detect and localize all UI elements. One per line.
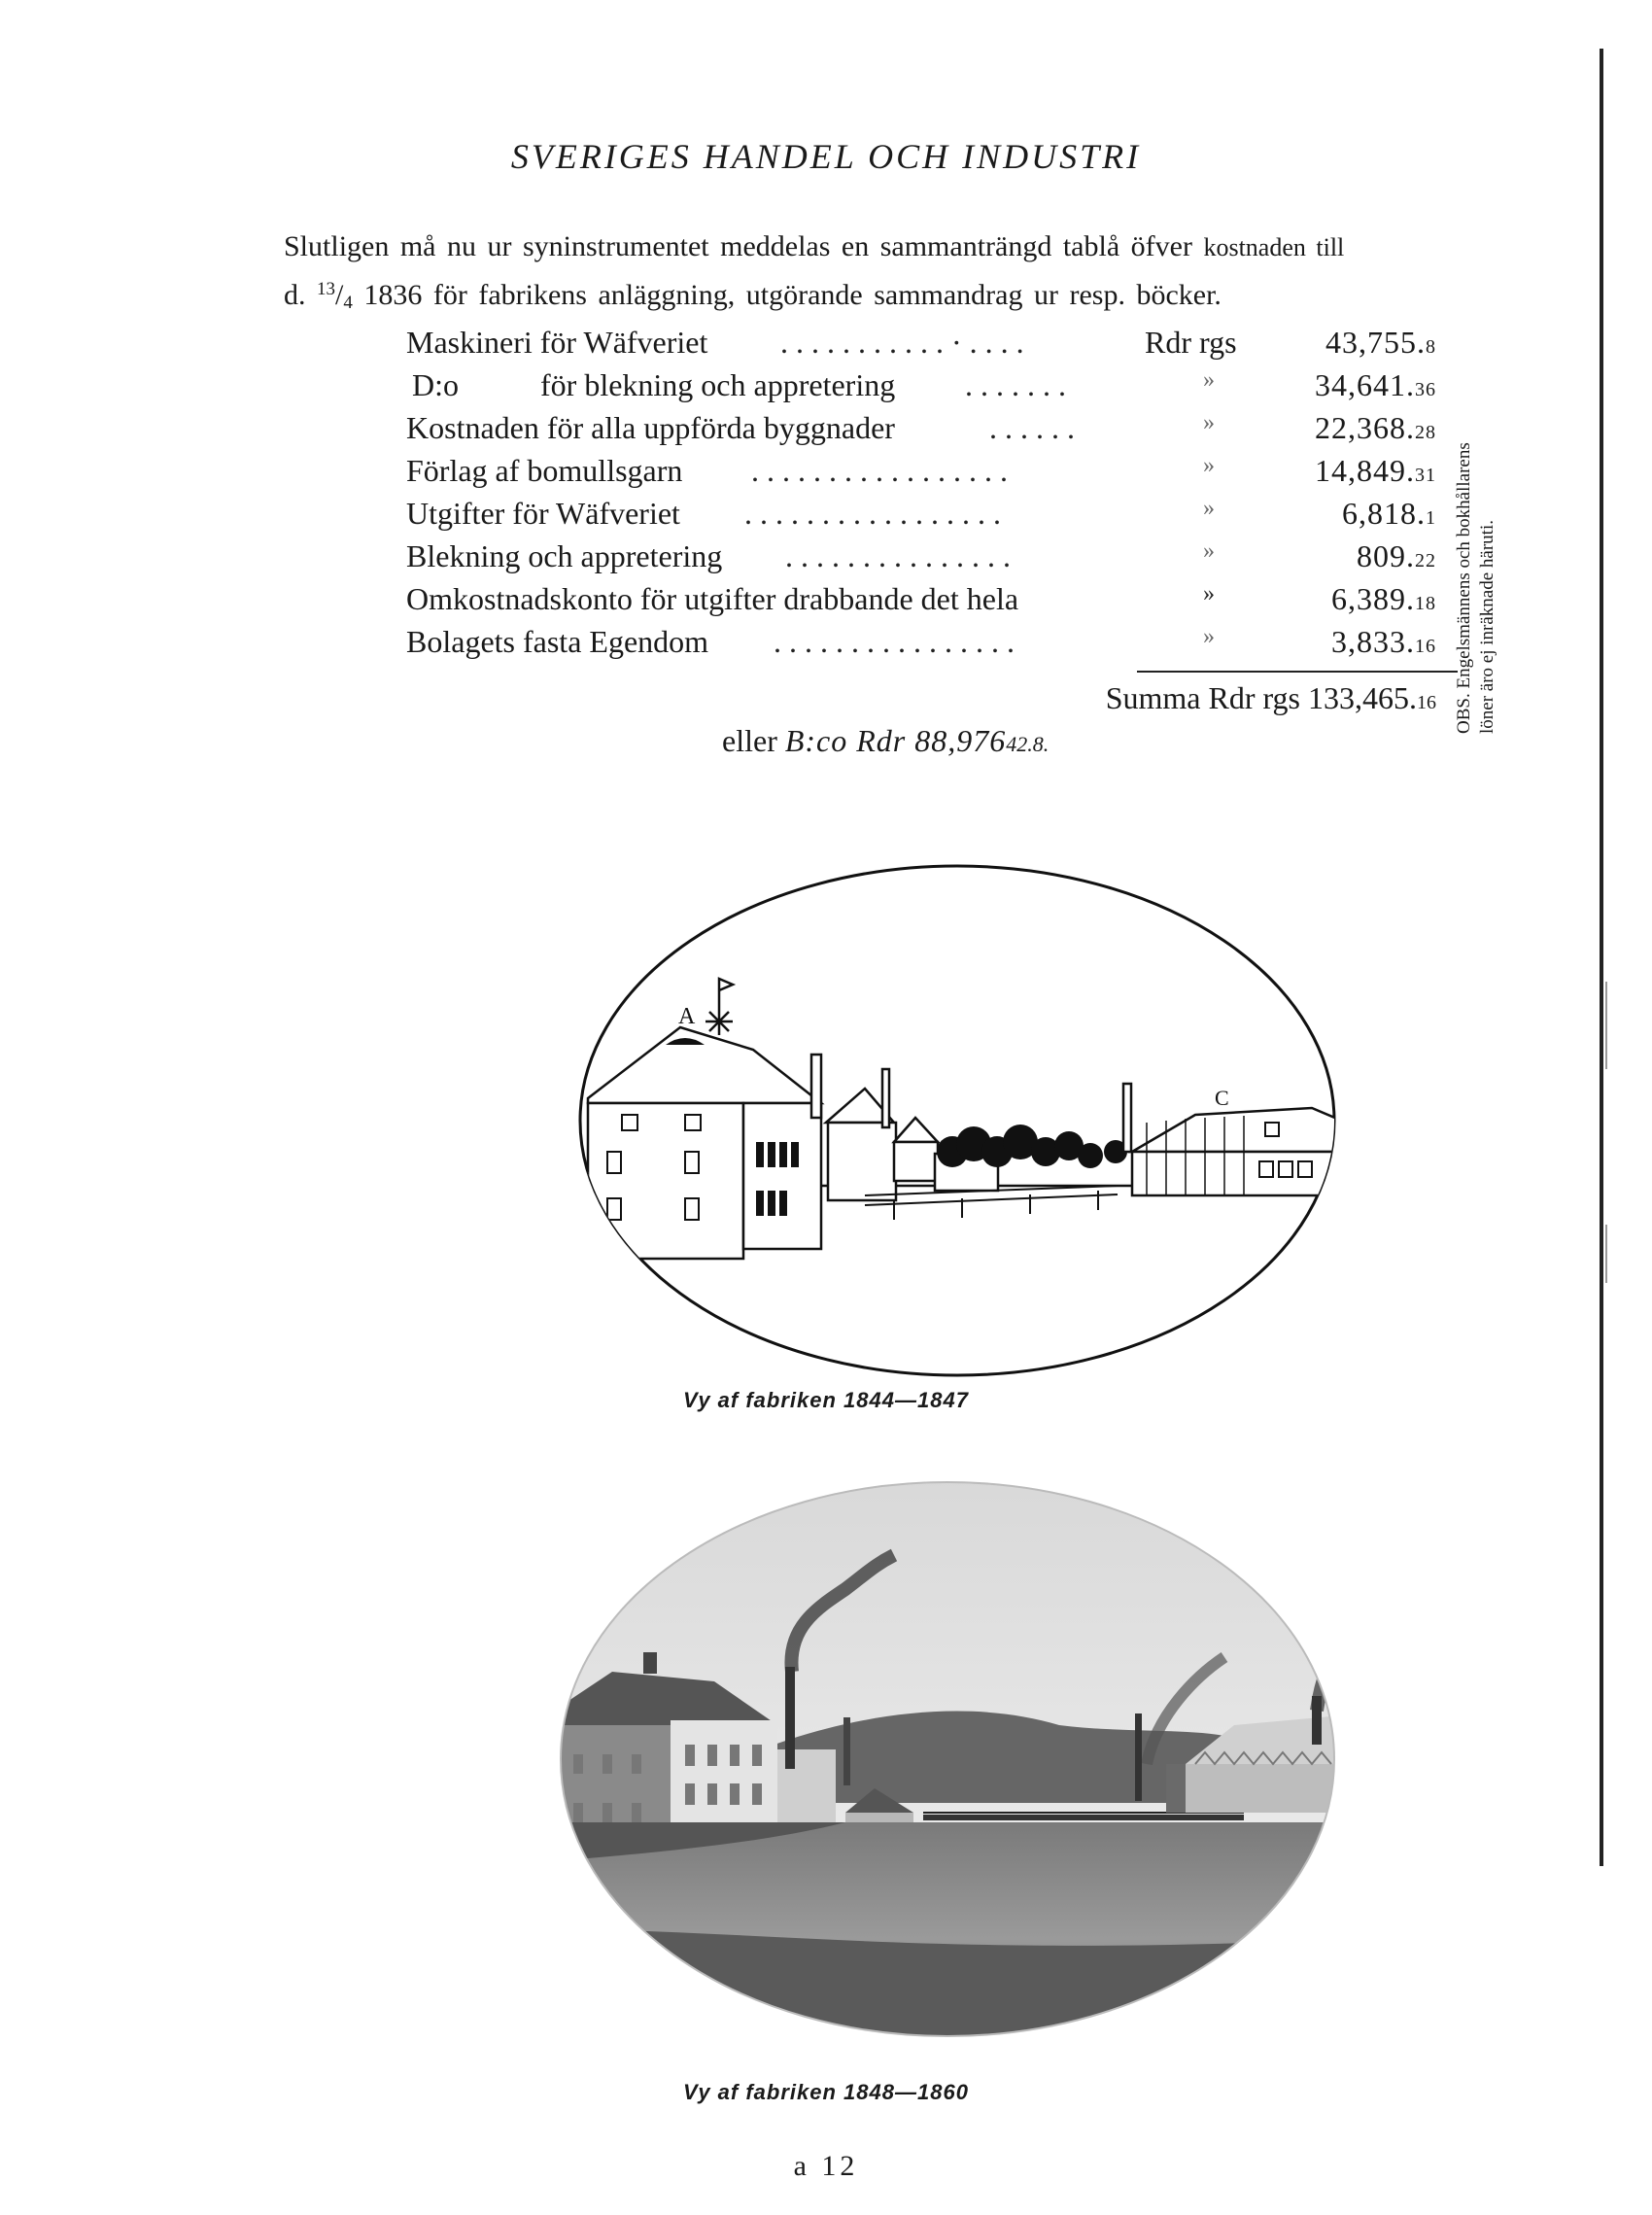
amount-value: 6,818 [1342,496,1417,531]
alt-currency-line [722,723,1049,759]
side-note-text [1453,345,1499,734]
amount-fraction: 36 [1415,379,1436,400]
ledger-row-amount: 809.22 [1357,538,1436,573]
ledger-row [406,410,1456,453]
ledger-row [406,538,1456,581]
weaving-shed [1186,1764,1341,1813]
total-fraction: 16 [1417,692,1436,713]
chimney [1135,1713,1142,1801]
ditto-mark: » [1203,624,1215,649]
intro-line-1-end: kostnaden till [1203,233,1345,261]
ledger-row-label: Blekning och appretering [406,538,723,573]
ledger-row-label: Kostnaden för alla uppförda byggnader [406,410,895,445]
ledger-row-label: Förlag af bomullsgarn [406,453,683,488]
chimney [843,1717,850,1785]
intro-line-1-text: Slutligen må nu ur syninstrumentet meddelas en sammanträngd tablå öfver [284,230,1192,262]
amount-fraction: 16 [1415,636,1436,657]
date-denominator: 4 [343,293,353,313]
amount-value: 809 [1357,538,1406,573]
cupola [643,1652,657,1674]
amount-value: 34,641 [1315,367,1406,402]
amount-value: 22,368 [1315,410,1406,445]
amount-fraction: 8 [1426,336,1436,358]
ledger-row-amount: 6,818.1 [1342,496,1436,531]
weather-vane [706,1008,733,1035]
leader-dots: ................. [751,453,1015,488]
ditto-prefix: D:o [412,367,459,402]
ledger-row-label: Maskineri för Wäfveriet [406,325,708,360]
ledger-row-amount: 34,641.36 [1315,367,1436,402]
building-a-gable [588,1103,743,1259]
factory-photo-1848 [554,1472,1341,2041]
ditto-mark: » [1203,367,1215,393]
ledger-row [406,325,1456,367]
sum-rule [1137,671,1458,673]
amount-fraction: 1 [1426,507,1436,529]
amount-fraction: 31 [1415,465,1436,486]
total-value: 133,465 [1308,680,1409,715]
page-edge-mark [1605,1225,1607,1283]
leader-dots: ....... [965,367,1074,402]
ditto-mark: » [1203,496,1215,521]
ledger-row-amount: 14,849.31 [1315,453,1436,488]
ditto-mark: » [1203,538,1215,564]
amount-value: 6,389 [1331,581,1406,616]
amount-value: 43,755 [1325,325,1417,360]
intro-line-2-text: 1836 för fabrikens anläggning, utgörande sammandrag ur resp. böcker. [363,279,1222,311]
date-numerator: 13 [317,279,335,299]
intro-line-2: d. $^{13}$/4 1836 för fabrikens anläggning, utgörande sammandrag ur resp. böcker. [284,279,1222,313]
ledger-currency: Rdr rgs [1145,325,1237,360]
running-head: SVERIGES HANDEL OCH INDUSTRI [510,137,1142,176]
ledger-row-label: Utgifter för Wäfveriet [406,496,680,531]
ledger-row-amount: 43,755.8 [1325,325,1436,360]
ledger-row [406,453,1456,496]
alt-fraction: 42.8. [1006,732,1050,756]
ledger-row-amount: 6,389.18 [1331,581,1436,616]
chimney [1312,1696,1322,1745]
chimney [811,1055,821,1118]
amount-fraction: 28 [1415,422,1436,443]
leader-dots: ................. [744,496,1009,531]
chimney [1123,1084,1131,1152]
ditto-mark: » [1203,453,1215,478]
building-a-wing [743,1103,821,1249]
leader-dots: ............... [785,538,1018,573]
intro-paragraph [284,225,1605,324]
ditto-mark: » [1203,581,1215,606]
ledger-row-amount: 22,368.28 [1315,410,1436,445]
ledger-row [406,367,1456,410]
figure-label-c: C [1215,1086,1229,1110]
amount-value: 14,849 [1315,453,1406,488]
factory-engraving-1844 [573,860,1341,1404]
figure-caption-2: Vy af fabriken 1848—1860 [683,2080,969,2104]
leader-dots: ...........·.... [780,325,1032,360]
figure-caption-1: Vy af fabriken 1844—1847 [683,1388,969,1412]
page-folio: a 12 [793,2150,859,2182]
side-note [1453,345,1511,734]
ledger-row-amount: 3,833.16 [1331,624,1436,659]
amount-fraction: 22 [1415,550,1436,571]
leader-dots: ................ [774,624,1022,659]
leader-dots: ...... [989,410,1083,445]
ledger-row [406,496,1456,538]
ledger-row-label: Omkostnadskonto för utgifter drabbande det hela [406,581,1019,616]
alt-prefix: eller [722,723,777,758]
side-note-line-2: löner äro ej inräknade häruti. [1477,520,1497,734]
ledger-row-label: för blekning och appretering [540,367,896,402]
chimney [785,1667,795,1769]
ledger-row [406,624,1456,667]
total-label: Summa Rdr rgs [1105,680,1300,715]
alt-amount: B:co Rdr 88,976 [784,723,1007,758]
foreground-bank [554,1929,1341,2041]
side-note-line-1: OBS. Engelsmännens och bokhållarens [1454,442,1474,734]
total-amount: 133,465.16 [1308,680,1436,715]
total-line [1106,680,1436,716]
ledger-row-label: Bolagets fasta Egendom [406,624,709,659]
intro-date-prefix: d. [284,279,306,311]
page-edge-mark [1605,982,1607,1069]
amount-value: 3,833 [1331,624,1406,659]
ditto-mark: » [1203,410,1215,435]
ledger-row [406,581,1456,624]
intro-line-1 [284,225,1605,268]
amount-fraction: 18 [1415,593,1436,614]
figure-label-a: A [678,1004,696,1029]
